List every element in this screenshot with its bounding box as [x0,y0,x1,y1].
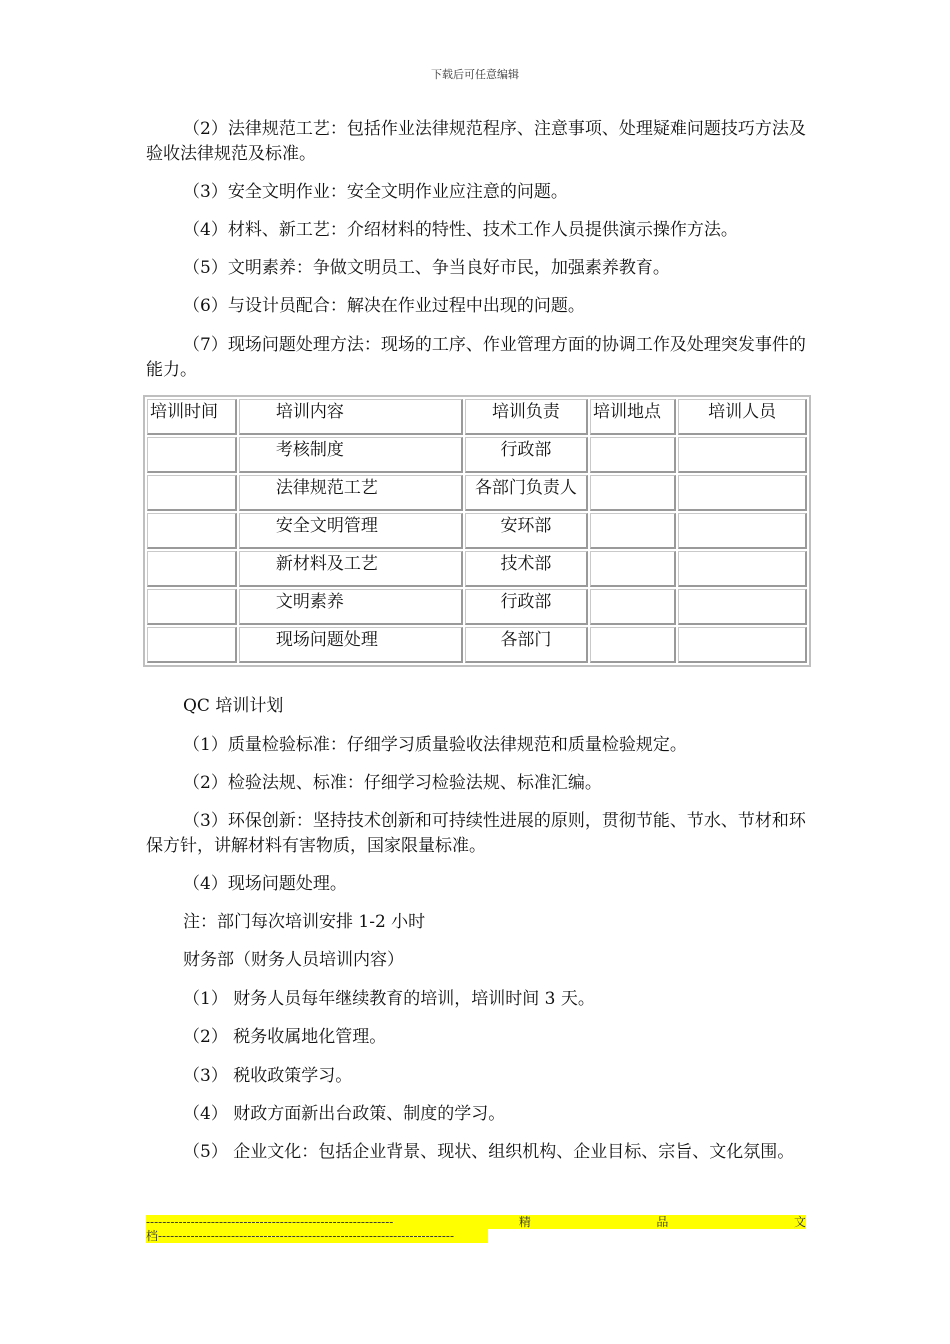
cell-owner: 行政部 [465,589,588,625]
cell-content: 新材料及工艺 [239,551,463,587]
cell-time [147,589,237,625]
qc-item-innovation: （3）环保创新：坚持技术创新和可持续性进展的原则，贯彻节能、节水、节材和环保方针，讲解材料有害物质，国家限量标准。 [146,811,806,856]
footer-dashes: ------------------------------------------------------------- [146,1215,394,1229]
finance-title: 财务部（财务人员培训内容） [183,950,404,970]
finance-item-education: （1） 财务人员每年继续教育的培训，培训时间 3 天。 [183,989,595,1009]
table-row [147,627,807,663]
paragraph-onsite: （7）现场问题处理方法：现场的工序、作业管理方面的协调工作及处理突发事件的能力。 [146,335,806,380]
footer-watermark [146,1215,806,1246]
cell-owner: 行政部 [465,437,588,473]
cell-owner: 安环部 [465,513,588,549]
cell-trainees [678,627,807,663]
table-row [147,437,807,473]
header-note: 下载后可任意编辑 [431,68,519,81]
table-header-row [147,399,807,435]
cell-location [590,551,676,587]
cell-time [147,437,237,473]
cell-location [590,513,676,549]
cell-trainees [678,589,807,625]
header-location: 培训地点 [590,399,676,435]
cell-content: 考核制度 [239,437,463,473]
qc-title: QC 培训计划 [183,696,284,716]
cell-trainees [678,475,807,511]
cell-time [147,475,237,511]
cell-location [590,627,676,663]
table-row [147,551,807,587]
cell-time [147,627,237,663]
table-row [147,475,807,511]
cell-trainees [678,437,807,473]
table-row [147,589,807,625]
cell-content: 安全文明管理 [239,513,463,549]
paragraph-designer: （6）与设计员配合：解决在作业过程中出现的问题。 [183,296,585,316]
cell-content: 文明素养 [239,589,463,625]
training-table [143,395,811,667]
cell-owner: 技术部 [465,551,588,587]
footer-line-2: 档------------------------------------------------------------------------- [146,1229,488,1243]
finance-item-fiscal: （4） 财政方面新出台政策、制度的学习。 [183,1104,506,1124]
cell-time [147,551,237,587]
qc-note: 注：部门每次培训安排 1-2 小时 [183,912,426,932]
cell-owner: 各部门 [465,627,588,663]
finance-item-policy: （3） 税收政策学习。 [183,1066,353,1086]
qc-item-standards: （1）质量检验标准：仔细学习质量验收法律规范和质量检验规定。 [183,735,687,755]
footer-word-2: 品 [656,1215,669,1229]
cell-time [147,513,237,549]
cell-trainees [678,513,807,549]
cell-location [590,589,676,625]
footer-word-3: 文 [793,1215,806,1229]
cell-owner: 各部门负责人 [465,475,588,511]
qc-item-onsite: （4）现场问题处理。 [183,874,347,894]
header-time: 培训时间 [147,399,237,435]
paragraph-safety: （3）安全文明作业：安全文明作业应注意的问题。 [183,182,568,202]
cell-location [590,437,676,473]
footer-line-1 [146,1215,806,1229]
finance-item-culture: （5） 企业文化：包括企业背景、现状、组织机构、企业目标、宗旨、文化氛围。 [183,1142,795,1162]
cell-trainees [678,551,807,587]
header-content: 培训内容 [239,399,463,435]
cell-content: 法律规范工艺 [239,475,463,511]
paragraph-technique: （2）法律规范工艺：包括作业法律规范程序、注意事项、处理疑难问题技巧方法及验收法律规范及标准。 [146,119,806,164]
header-trainees: 培训人员 [678,399,807,435]
footer-word-1: 精 [518,1215,531,1229]
finance-item-tax: （2） 税务收属地化管理。 [183,1027,387,1047]
cell-location [590,475,676,511]
qc-item-regulations: （2）检验法规、标准：仔细学习检验法规、标准汇编。 [183,773,602,793]
cell-content: 现场问题处理 [239,627,463,663]
paragraph-civility: （5）文明素养：争做文明员工、争当良好市民，加强素养教育。 [183,258,670,278]
paragraph-materials: （4）材料、新工艺：介绍材料的特性、技术工作人员提供演示操作方法。 [183,220,738,240]
header-owner: 培训负责 [465,399,588,435]
table-row [147,513,807,549]
